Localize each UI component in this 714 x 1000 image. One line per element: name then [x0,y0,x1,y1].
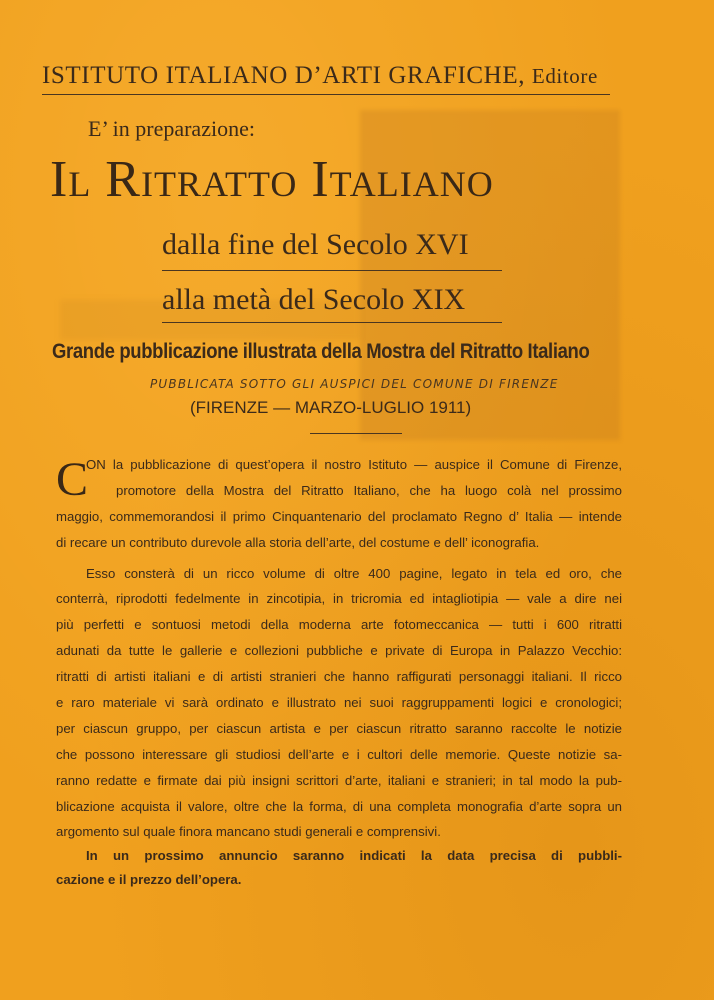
announcement: E’ in preparazione: [88,116,255,141]
subtitle-line: dalla fine del Secolo XVI [162,228,469,261]
subtitle-rule [162,322,502,323]
paragraph-line: conterrà, riprodotti fedelmente in zincotipia, in tricromia ed intagliotipia — vale a dire nei [56,591,622,607]
paragraph-line: argomento sul quale finora mancano studi generali e comprensivi. [56,824,441,840]
publisher-line [42,62,612,90]
paragraph-line: ritratti di artisti italiani e di artisti stranieri che hanno raffigurati personaggi italiani. Il ricco [56,669,622,685]
section-rule [310,433,402,434]
paragraph-line: ranno redatte e firmate dai più insigni scrittori d’arte, italiani e stranieri; in tal modo la pub- [56,772,622,788]
page-title: Il Ritratto Italiano [50,151,494,208]
drop-cap: C [56,453,89,506]
publisher-name: ISTITUTO ITALIANO D’ARTI GRAFICHE, [42,62,526,89]
publisher-role: Editore [531,64,598,88]
paragraph-line: per ciascun gruppo, per ciascun artista e per ciascun ritratto saranno raccolte le notizie [56,720,622,736]
paragraph-line: blicazione acquista il valore, oltre che la forma, di una completa monografia d’arte sopra un [56,798,622,814]
subtitle-line: alla metà del Secolo XIX [162,283,466,316]
notice-line: cazione e il prezzo dell’opera. [56,872,242,887]
header-rule [42,94,610,95]
paragraph-line: promotore della Mostra del Ritratto Italiano, che ha luogo colà nel prossimo [116,482,622,498]
paragraph-line: Esso consterà di un ricco volume di oltre 400 pagine, legato in tela ed oro, che [86,565,622,581]
paragraph-line: ON la pubblicazione di quest’opera il nostro Istituto — auspice il Comune di Firenze, [86,457,622,472]
auspices-line: PUBBLICATA SOTTO GLI AUSPICI DEL COMUNE DI FIRENZE [150,377,559,391]
subtitle-rule [162,270,502,271]
paragraph-line: di recare un contributo durevole alla storia dell’arte, del costume e dell’ iconografia. [56,534,540,550]
closing-notice [56,844,622,892]
paragraph-line: più perfetti e sontuosi metodi della moderna arte fotomeccanica — tutti i 600 ritratti [56,617,622,633]
publication-heading: Grande pubblicazione illustrata della Mostra del Ritratto Italiano [52,340,590,363]
paragraph-line: e raro materiale vi sarà ordinato e illustrato nei suoi raggruppamenti logici e cronologici; [56,695,622,711]
paragraph-line: adunati da tutte le gallerie e collezioni pubbliche e private di Europa in Palazzo Vecchio: [56,643,622,659]
paragraph [56,561,622,846]
place-date: (FIRENZE — MARZO-LUGLIO 1911) [190,398,472,417]
paragraph-line: maggio, commemorandosi il primo Cinquantenario del proclamato Regno d’ Italia — intende [56,508,622,524]
notice-line: In un prossimo annuncio saranno indicati la data precisa di pubbli- [86,848,622,863]
paragraph-line: che possono interessare gli studiosi dell’arte e i cultori delle memorie. Queste notizie sa- [56,746,622,762]
body-text [56,452,622,845]
